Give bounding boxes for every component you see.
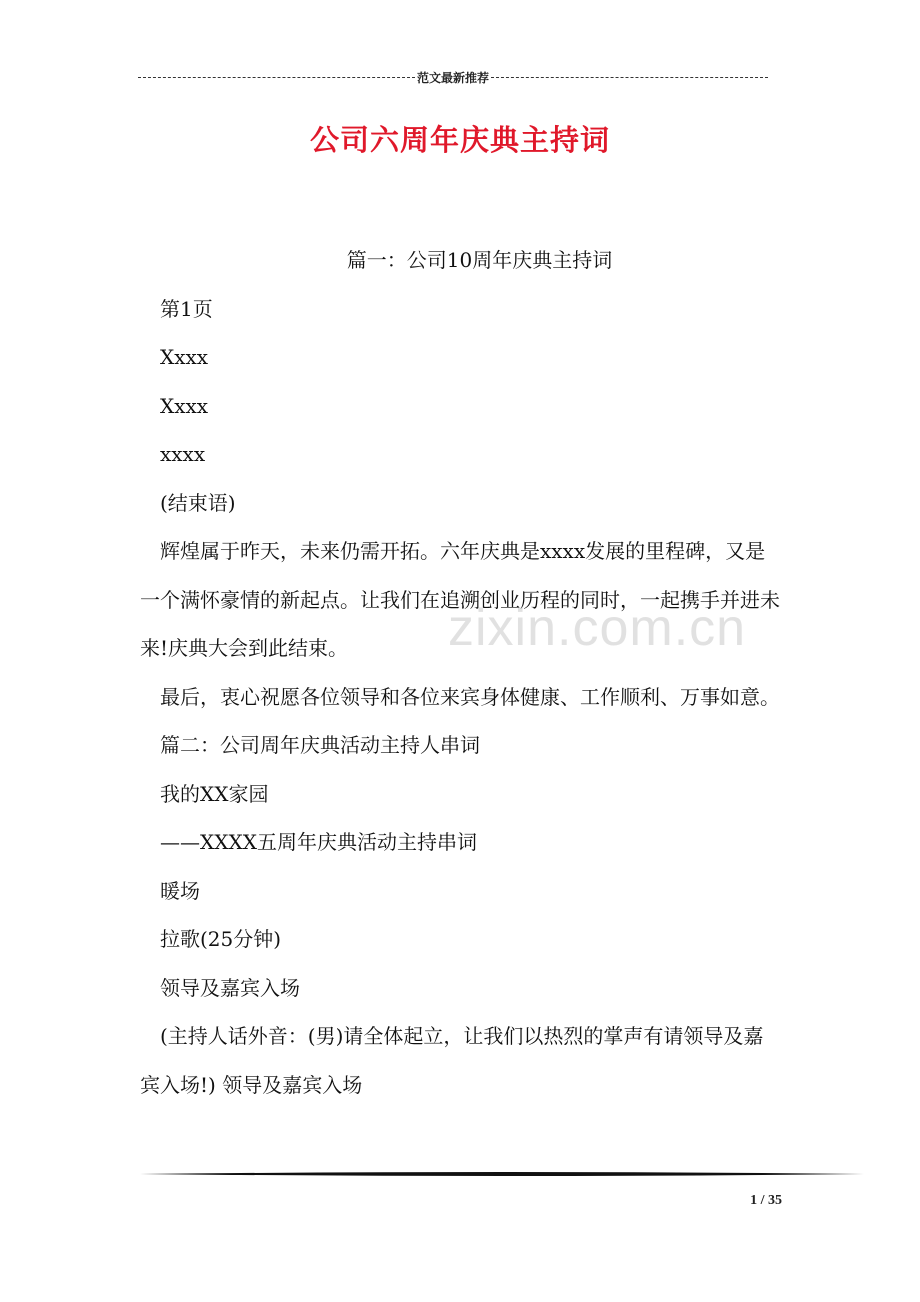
paragraph: ——XXXX五周年庆典活动主持串词: [160, 830, 477, 854]
section-heading-1: 篇一：公司10周年庆典主持词: [346, 248, 613, 272]
document-body: [140, 236, 783, 1109]
paragraph: Xxxx: [160, 393, 209, 418]
page-number: 1 / 35: [750, 1193, 782, 1208]
paragraph: 领导及嘉宾入场: [160, 975, 300, 1000]
paragraph: (主持人话外音：(男)请全体起立，让我们以热烈的掌声有请领导及嘉宾入场!) 领导及嘉宾入场: [140, 1024, 764, 1097]
paragraph: (结束语): [160, 490, 236, 515]
paragraph: xxxx: [160, 442, 206, 466]
paragraph: 拉歌(25分钟): [160, 927, 282, 951]
paragraph: 最后，衷心祝愿各位领导和各位来宾身体健康、工作顺利、万事如意。: [160, 684, 780, 709]
section-heading-2: 篇二：公司周年庆典活动主持人串词: [160, 733, 480, 757]
header-label: 范文最新推荐: [417, 70, 490, 85]
watermark: zixin.com.cn: [448, 599, 747, 657]
document-title: 公司六周年庆典主持词: [309, 123, 610, 157]
paragraph: 暖场: [160, 878, 200, 903]
paragraph: Xxxx: [160, 345, 209, 369]
paragraph: 我的XX家园: [160, 781, 269, 806]
header-dash-left: [138, 77, 415, 78]
paragraph: 辉煌属于昨天，未来仍需开拓。六年庆典是xxxx发展的里程碑，又是一个满怀豪情的新起点。让我们在追溯创业历程的同时，一起携手并进未来!庆典大会到此结束。: [140, 539, 780, 660]
footer-rule: [140, 1171, 864, 1177]
header-dash-right: [491, 77, 768, 78]
header-line: [138, 68, 768, 86]
paragraph: 第1页: [160, 296, 213, 321]
